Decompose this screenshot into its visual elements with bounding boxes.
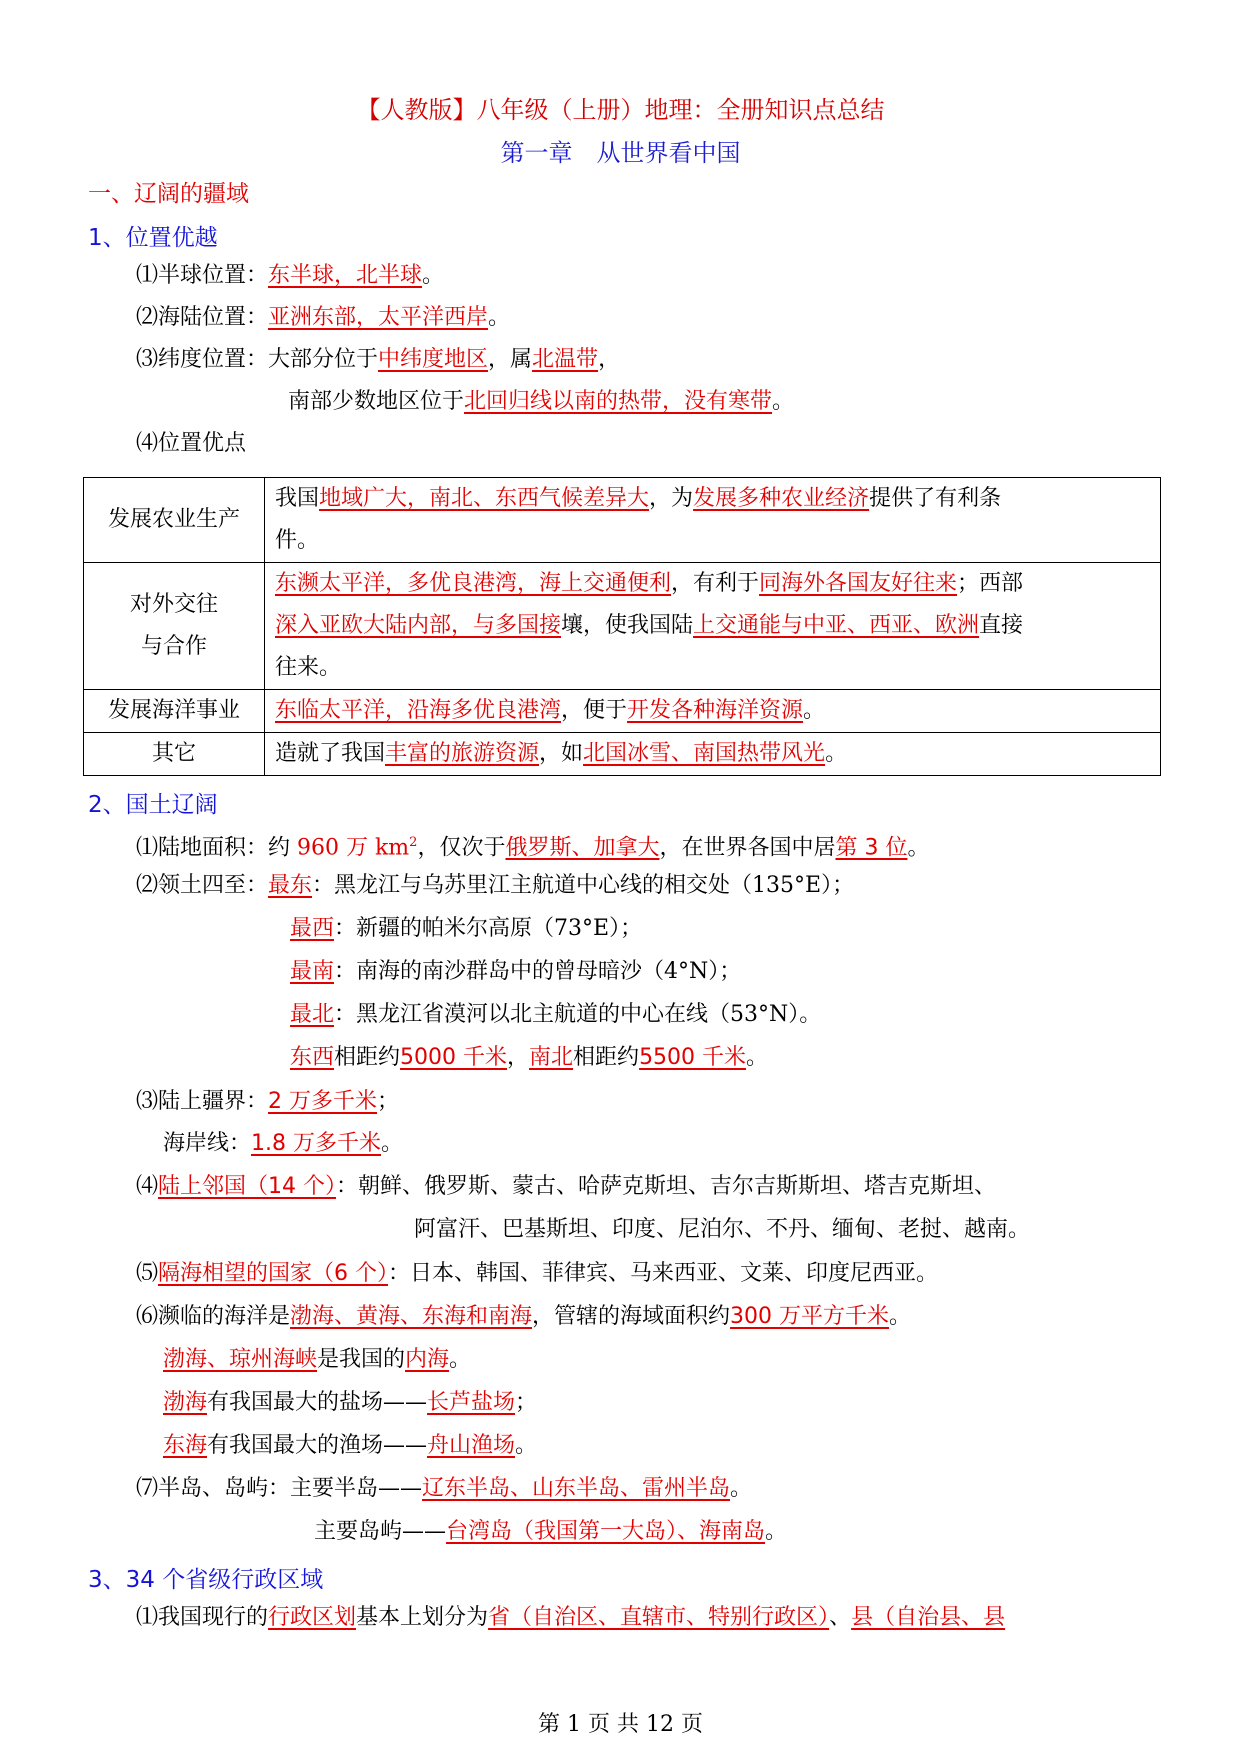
advantage-category-text: 其它 (151, 741, 196, 766)
advantages-row (84, 690, 1161, 733)
plain-text: 提供了有利条 (869, 486, 1002, 511)
highlighted-text: 上交通能与中亚、西亚、欧洲 (693, 613, 980, 638)
distance-line: 东西相距约5000 千米，南北相距约5500 千米。 (290, 1045, 769, 1070)
latitude-line: ⑶纬度位置：大部分位于中纬度地区，属北温带， (136, 347, 621, 372)
plain-text: ；西部 (957, 571, 1024, 596)
advantages-table (83, 477, 1161, 776)
extreme-north-line: 最北：黑龙江省漠河以北主航道的中心在线（53°N）。 (290, 1002, 822, 1027)
highlighted-text: 北国冰雪、南国热带风光 (583, 741, 826, 766)
advantage-category-text: 与合作 (140, 634, 207, 659)
advantage-category-text: 发展农业生产 (107, 507, 240, 532)
advantage-description (265, 733, 1161, 776)
plain-text: 件。 (275, 528, 320, 553)
land-sea-line: ⑵海陆位置：亚洲东部，太平洋西岸。 (136, 305, 511, 330)
coastline-line: 海岸线：1.8 万多千米。 (163, 1131, 404, 1156)
advantage-category (84, 563, 265, 690)
admin-division-line: ⑴我国现行的行政区划基本上划分为省（自治区、直辖市、特别行政区）、县（自治县、县 (136, 1605, 1006, 1630)
land-neighbors-line: ⑷陆上邻国（14 个）：朝鲜、俄罗斯、蒙古、哈萨克斯坦、吉尔吉斯斯坦、塔吉克斯坦、 (136, 1174, 997, 1199)
plain-text: ，便于 (561, 698, 628, 723)
highlighted-text: 发展多种农业经济 (693, 486, 870, 511)
highlighted-text: 深入亚欧大陆内部，与多国接 (275, 613, 562, 638)
advantage-description (265, 563, 1161, 690)
highlighted-text: 东濒太平洋，多优良港湾，海上交通便利 (275, 571, 672, 596)
hemisphere-line: ⑴半球位置：东半球，北半球。 (136, 263, 445, 288)
extreme-west-line: 最西：新疆的帕米尔高原（73°E）； (290, 916, 643, 941)
advantage-category-text: 发展海洋事业 (107, 698, 240, 723)
subsection-heading-2: 2、国土辽阔 (88, 792, 218, 818)
inner-sea-line: 渤海、琼州海峡是我国的内海。 (163, 1347, 472, 1372)
extreme-south-line: 最南：南海的南沙群岛中的曾母暗沙（4°N）； (290, 959, 742, 984)
peninsula-line: ⑺半岛、岛屿：主要半岛——辽东半岛、山东半岛、雷州半岛。 (136, 1476, 753, 1501)
land-area-line: ⑴陆地面积：约 960 万 $km^2$，仅次于俄罗斯、加拿大，在世界各国中居第 3 位。 (136, 835, 930, 861)
advantage-category (84, 733, 265, 776)
plain-text: ，如 (539, 741, 584, 766)
highlighted-text: 东临太平洋，沿海多优良港湾 (275, 698, 562, 723)
latitude-line-2: 南部少数地区位于北回归线以南的热带，没有寒带。 (288, 389, 795, 414)
subsection-heading-3: 3、34 个省级行政区域 (88, 1567, 324, 1593)
chapter-title: 第一章 从世界看中国 (500, 139, 741, 167)
advantage-description (265, 690, 1161, 733)
advantages-row (84, 563, 1161, 690)
land-neighbors-line-2: 阿富汗、巴基斯坦、印度、尼泊尔、不丹、缅甸、老挝、越南。 (414, 1217, 1031, 1242)
page-footer: 第 1 页 共 12 页 (538, 1712, 703, 1737)
sea-neighbors-line: ⑸隔海相望的国家（6 个）：日本、韩国、菲律宾、马来西亚、文莱、印度尼西亚。 (136, 1261, 939, 1286)
advantages-row (84, 733, 1161, 776)
islands-line: 主要岛屿——台湾岛（我国第一大岛）、海南岛。 (314, 1519, 788, 1544)
advantage-category (84, 690, 265, 733)
highlighted-text: 同海外各国友好往来 (759, 571, 958, 596)
advantage-category (84, 478, 265, 563)
document-title: 【人教版】八年级（上册）地理：全册知识点总结 (356, 96, 885, 124)
highlighted-text: 开发各种海洋资源 (627, 698, 804, 723)
plain-text: 壤，使我国陆 (561, 613, 694, 638)
advantage-description (265, 478, 1161, 563)
subsection-heading-1: 1、位置优越 (88, 225, 218, 251)
plain-text: ，为 (649, 486, 694, 511)
land-border-line: ⑶陆上疆界：2 万多千米； (136, 1089, 400, 1114)
plain-text: 造就了我国 (275, 741, 386, 766)
advantages-label: ⑷位置优点 (136, 431, 247, 456)
plain-text: 。 (825, 741, 848, 766)
plain-text: 往来。 (275, 655, 342, 680)
seas-line: ⑹濒临的海洋是渤海、黄海、东海和南海，管辖的海域面积约300 万平方千米。 (136, 1304, 912, 1329)
extreme-east-line: ⑵领土四至：最东：黑龙江与乌苏里江主航道中心线的相交处（135°E）； (136, 873, 855, 898)
section-heading: 一、辽阔的疆域 (88, 181, 249, 207)
salt-field-line: 渤海有我国最大的盐场——长芦盐场； (163, 1390, 538, 1415)
plain-text: 直接 (979, 613, 1024, 638)
plain-text: 。 (803, 698, 826, 723)
advantages-row (84, 478, 1161, 563)
advantage-category-text: 对外交往 (129, 592, 218, 617)
fishery-line: 东海有我国最大的渔场——舟山渔场。 (163, 1433, 538, 1458)
plain-text: ，有利于 (671, 571, 760, 596)
plain-text: 我国 (275, 486, 320, 511)
highlighted-text: 地域广大，南北、东西气候差异大 (319, 486, 650, 511)
highlighted-text: 丰富的旅游资源 (385, 741, 540, 766)
